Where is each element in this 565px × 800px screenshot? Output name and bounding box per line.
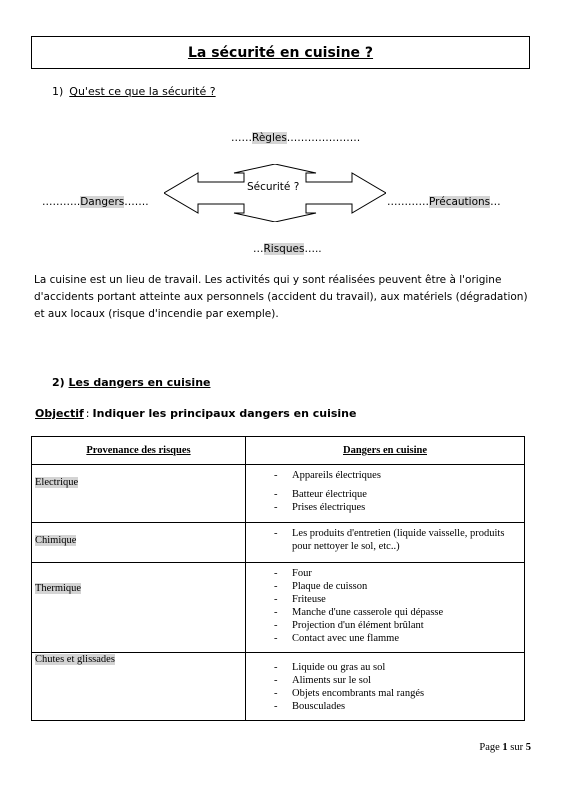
category-label: Chutes et glissades <box>35 654 115 665</box>
header-dangers-label: Dangers en cuisine <box>343 445 427 456</box>
footer-sur: sur <box>510 742 524 753</box>
dangers-list <box>274 567 516 645</box>
diagram-left-post: ……. <box>124 196 149 208</box>
dangers-list <box>274 661 516 713</box>
list-item: - Four <box>274 567 516 580</box>
diagram-top-pre: …… <box>231 132 252 144</box>
risk-table <box>31 436 525 721</box>
list-item: - Appareils électriques <box>274 469 516 482</box>
objective-text: Indiquer les principaux dangers en cuisine <box>92 407 357 420</box>
category-cell <box>32 653 246 721</box>
list-item: - Friteuse <box>274 593 516 606</box>
objective-line <box>35 407 356 420</box>
diagram-top-post: ………………… <box>286 132 361 144</box>
header-dangers <box>246 437 525 465</box>
list-item: - Objets encombrants mal rangés <box>274 687 516 700</box>
table-row <box>32 523 525 563</box>
dangers-cell <box>246 563 525 653</box>
title-box <box>31 36 530 69</box>
section2-number: 2) <box>52 376 65 389</box>
section2-title: Les dangers en cuisine <box>68 376 211 389</box>
diagram-top-word: Règles <box>252 132 287 144</box>
list-item: - Les produits d'entretien (liquide vaisselle, produits pour nettoyer le sol, etc..) <box>274 527 516 553</box>
category-cell <box>32 563 246 653</box>
list-item: - Aliments sur le sol <box>274 674 516 687</box>
category-label: Chimique <box>35 535 77 546</box>
section1-number: 1) <box>52 85 64 98</box>
page-footer <box>479 742 531 753</box>
diagram-left-pre: ……….. <box>42 196 81 208</box>
list-item: - Prises électriques <box>274 501 516 514</box>
list-item: - Contact avec une flamme <box>274 632 516 645</box>
diagram-bottom-post: ….. <box>304 243 322 255</box>
footer-page-word: Page <box>479 742 500 753</box>
diagram-center: Sécurité ? <box>247 181 300 193</box>
dangers-cell <box>246 465 525 523</box>
diagram-right-pre: ………… <box>387 196 429 208</box>
dangers-cell <box>246 653 525 721</box>
diagram-right-post: … <box>490 196 501 208</box>
objective-label: Objectif <box>35 407 84 420</box>
section1-title: Qu'est ce que la sécurité ? <box>69 85 216 98</box>
table-row <box>32 563 525 653</box>
dangers-cell <box>246 523 525 563</box>
footer-page-number: 1 <box>502 742 508 753</box>
header-provenance <box>32 437 246 465</box>
table-header-row <box>32 437 525 465</box>
list-item: - Manche d'une casserole qui dépasse <box>274 606 516 619</box>
objective-colon: : <box>85 407 90 420</box>
dangers-list <box>274 469 516 514</box>
diagram-right-word: Précautions <box>429 196 491 208</box>
category-label: Thermique <box>35 583 82 594</box>
section1-heading <box>52 85 216 98</box>
diagram-bottom-pre: … <box>253 243 264 255</box>
section2-heading <box>52 376 211 389</box>
list-item: - Batteur électrique <box>274 488 516 501</box>
page-title: La sécurité en cuisine ? <box>187 44 374 61</box>
category-cell <box>32 523 246 563</box>
category-cell <box>32 465 246 523</box>
dangers-list <box>274 527 516 553</box>
diagram-right <box>387 196 501 208</box>
diagram-bottom <box>253 243 322 255</box>
intro-paragraph: La cuisine est un lieu de travail. Les activités qui y sont réalisées peuvent être à l'origine d'accidents portant atteinte aux personnels (accident du travail), aux matériels (dégradation) et aux locaux (risque d'incendie par exemple). <box>34 274 528 320</box>
list-item: - Liquide ou gras au sol <box>274 661 516 674</box>
header-provenance-label: Provenance des risques <box>86 445 191 456</box>
diagram-top <box>231 132 360 144</box>
table-row <box>32 465 525 523</box>
category-label: Electrique <box>35 477 79 488</box>
four-way-arrow-icon <box>164 164 386 222</box>
list-item: - Bousculades <box>274 700 516 713</box>
list-item: - Projection d'un élément brûlant <box>274 619 516 632</box>
diagram-left-word: Dangers <box>80 196 125 208</box>
diagram-bottom-word: Risques <box>263 243 305 255</box>
table-row <box>32 653 525 721</box>
list-item: - Plaque de cuisson <box>274 580 516 593</box>
footer-page-total: 5 <box>525 742 531 753</box>
diagram-left <box>42 196 149 208</box>
